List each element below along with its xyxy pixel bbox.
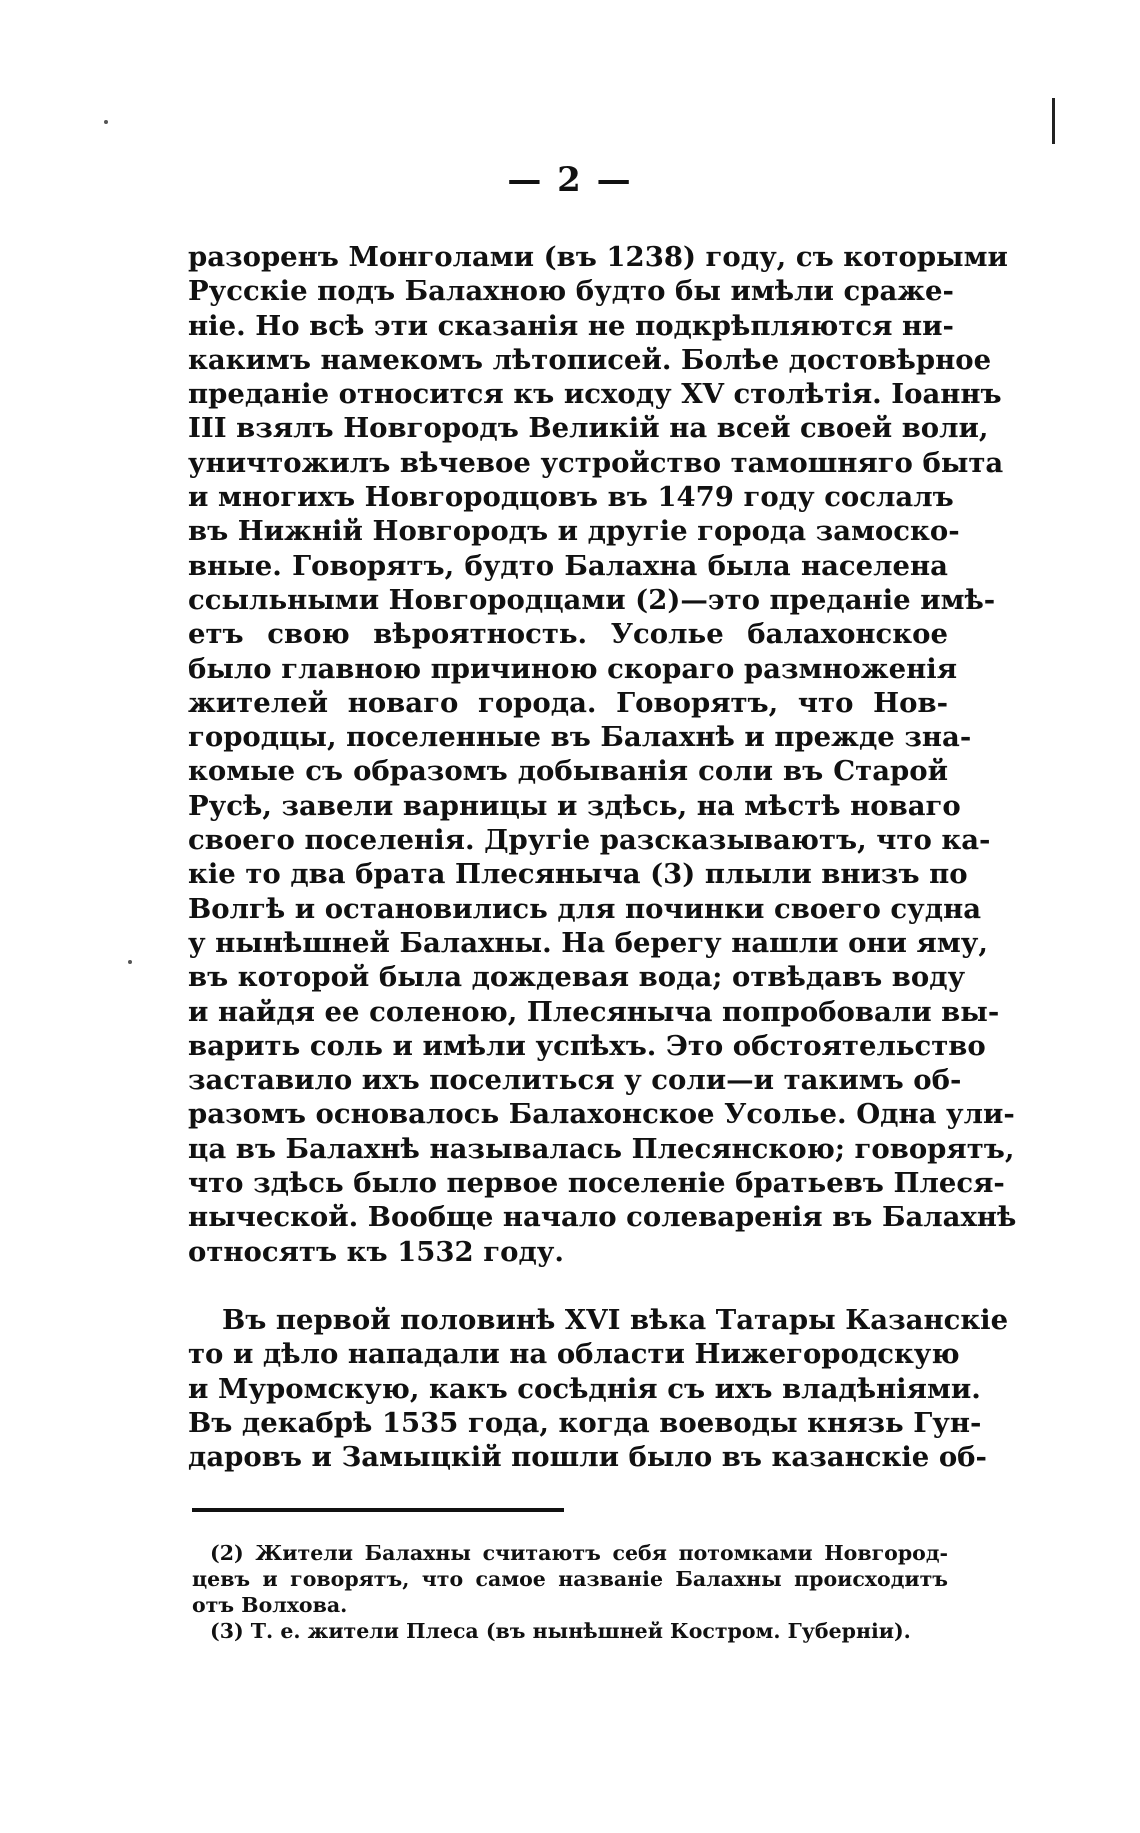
text-line: и найдя ее соленою, Плесяныча попробовали вы-: [188, 995, 1000, 1028]
text-line: своего поселенія. Другіе разсказываютъ, что ка-: [188, 824, 991, 857]
text-line: кіе то два брата Плесяныча (3) плыли внизъ по: [188, 858, 968, 891]
footnote-2-line: отъ Волхова.: [192, 1593, 348, 1617]
footnote-2-line: цевъ и говорятъ, что самое названіе Балахны происходитъ: [192, 1567, 948, 1591]
text-line: относятъ къ 1532 году.: [188, 1235, 564, 1268]
text-line: жителей новаго города. Говорятъ, что Нов-: [188, 686, 948, 719]
text-line: Въ декабрѣ 1535 года, когда воеводы князь Гун-: [188, 1406, 982, 1439]
paragraph-1: [188, 240, 1017, 1269]
text-line: какимъ намекомъ лѣтописей. Болѣе достовѣрное: [188, 343, 992, 376]
text-line: что здѣсь было первое поселеніе братьевъ Плеся-: [188, 1167, 1005, 1200]
text-line: ныческой. Вообще начало солеваренія въ Балахнѣ: [188, 1201, 1017, 1234]
text-line: ніе. Но всѣ эти сказанія не подкрѣпляются ни-: [188, 309, 954, 342]
text-line: уничтожилъ вѣчевое устройство тамошняго быта: [188, 446, 1004, 479]
text-line: въ которой была дождевая вода; отвѣдавъ воду: [188, 961, 966, 994]
text-line: вные. Говорятъ, будто Балахна была населена: [188, 549, 948, 582]
paragraph-2: [188, 1303, 1009, 1474]
text-line: Волгѣ и остановились для починки своего судна: [188, 892, 982, 925]
text-line: преданіе относится къ исходу XV столѣтія. Іоаннъ: [188, 378, 1002, 411]
text-line: разомъ основалось Балахонское Усолье. Одна ули-: [188, 1098, 1015, 1131]
text-line: ссыльными Новгородцами (2)—это преданіе имѣ-: [188, 583, 996, 616]
footnote-3: (3) Т. е. жители Плеса (въ нынѣшней Костром. Губерніи).: [210, 1619, 911, 1643]
text-line: въ Нижній Новгородъ и другіе города замоско-: [188, 515, 960, 548]
text-line: разоренъ Монголами (въ 1238) году, съ которыми: [188, 241, 1008, 273]
text-line: было главною причиною скораго размноженія: [188, 652, 958, 685]
text-line: Въ первой половинѣ XVI вѣка Татары Казанскіе: [222, 1304, 1009, 1336]
text-line: даровъ и Замыцкій пошли было въ казанскіе об-: [188, 1441, 987, 1474]
margin-mark: [1052, 98, 1055, 144]
text-line: ца въ Балахнѣ называлась Плесянскою; говорятъ,: [188, 1132, 1015, 1165]
margin-mark: [128, 960, 132, 964]
text-line: варить соль и имѣли успѣхъ. Это обстоятельство: [188, 1029, 986, 1062]
text-line: Русѣ, завели варницы и здѣсь, на мѣстѣ новаго: [188, 789, 961, 822]
text-line: городцы, поселенные въ Балахнѣ и прежде зна-: [188, 721, 972, 754]
text-line: заставило ихъ поселиться у соли—и такимъ об-: [188, 1064, 962, 1097]
text-line: III взялъ Новгородъ Великій на всей своей воли,: [188, 412, 989, 445]
text-line: и Муромскую, какъ сосѣднія съ ихъ владѣніями.: [188, 1372, 981, 1405]
text-line: етъ свою вѣроятность. Усолье балахонское: [188, 618, 948, 651]
margin-mark: [104, 120, 108, 124]
page-number: — 2 —: [507, 160, 633, 200]
footnote-rule: [192, 1508, 564, 1512]
text-line: и многихъ Новгородцовъ въ 1479 году сослалъ: [188, 481, 954, 514]
footnote-2-line: (2) Жители Балахны считаютъ себя потомками Новгород-: [210, 1541, 948, 1565]
text-line: комые съ образомъ добыванія соли въ Старой: [188, 755, 948, 788]
text-line: то и дѣло нападали на области Нижегородскую: [188, 1338, 960, 1371]
text-line: у нынѣшней Балахны. На берегу нашли они яму,: [188, 926, 988, 959]
footnotes: [192, 1540, 948, 1644]
text-line: Русскіе подъ Балахною будто бы имѣли сраже-: [188, 275, 954, 308]
